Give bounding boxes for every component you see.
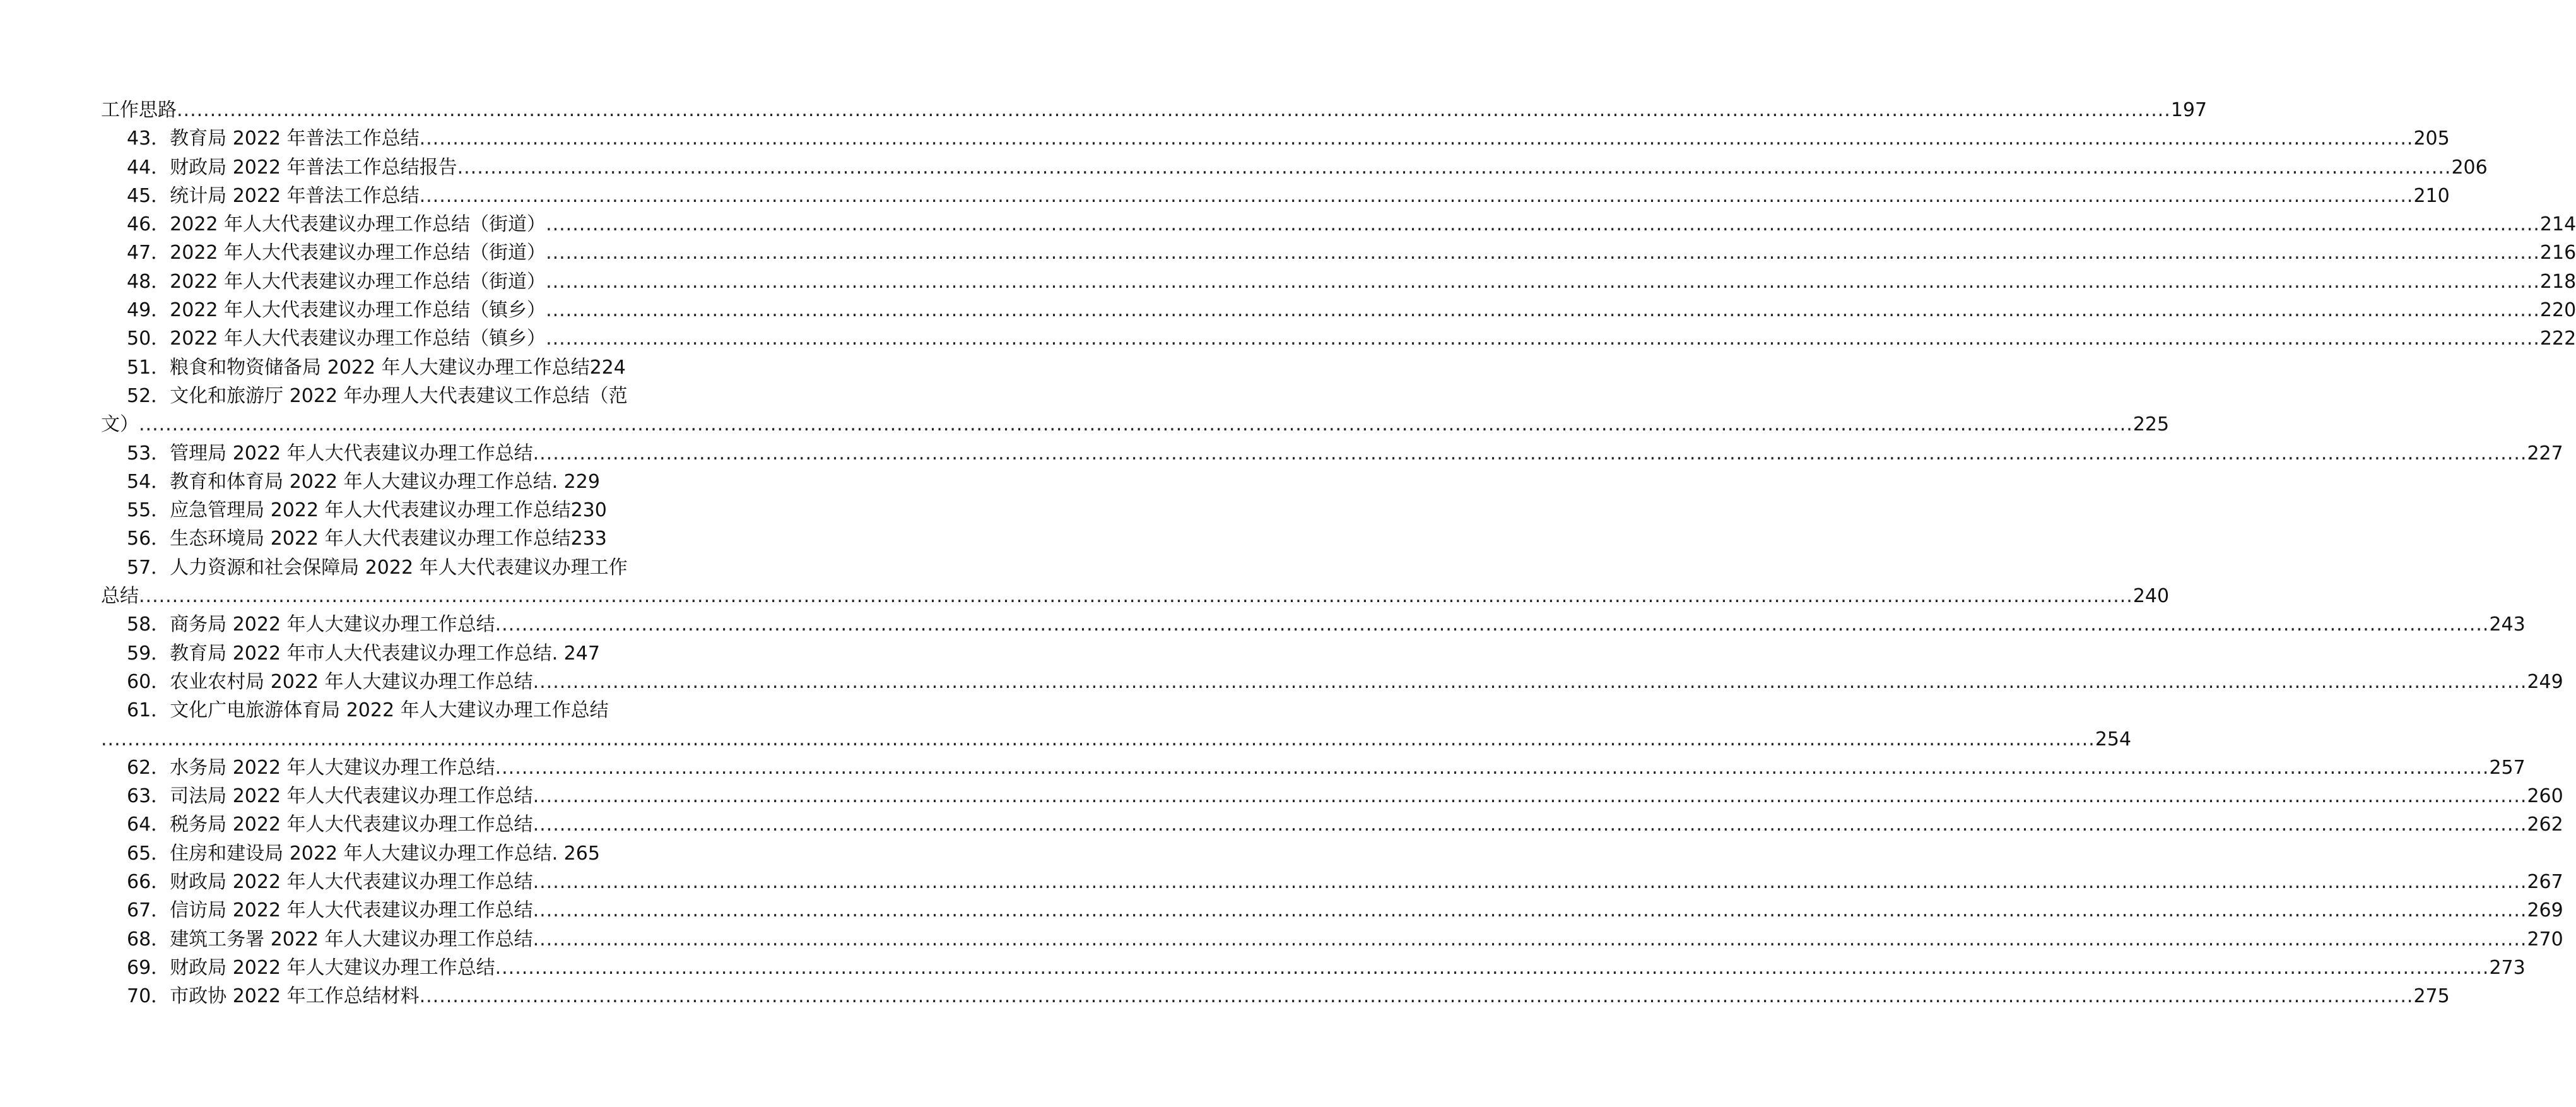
toc-entry[interactable] (101, 496, 691, 524)
toc-entry-title: 45．统计局 2022 年普法工作总结 (127, 184, 420, 207)
toc-entry[interactable] (101, 896, 2563, 925)
toc-entry[interactable] (101, 268, 2576, 296)
toc-entry-title: 64．税务局 2022 年人大代表建议办理工作总结 (127, 814, 533, 836)
toc-page-number: 210 (2413, 184, 2450, 207)
toc-leader-dots: ............................................................................................................................................................................................................................................................................................................ (546, 299, 2540, 322)
toc-page-number: 270 (2527, 928, 2563, 950)
toc-entry[interactable] (101, 868, 2563, 896)
toc-entry[interactable] (101, 239, 2576, 267)
toc-entry-title: 60．农业农村局 2022 年人大建议办理工作总结 (127, 670, 533, 693)
toc-entry[interactable] (101, 210, 2576, 239)
toc-entry[interactable] (101, 353, 691, 382)
toc-leader-dots: ............................................................................................................................................................................................................................................................................................................ (139, 585, 2133, 608)
toc-entry-title: 49．2022 年人大代表建议办理工作总结（镇乡） (127, 299, 546, 322)
toc-leader-dots: ............................................................................................................................................................................................................................................................................................................ (532, 871, 2527, 894)
toc-entry[interactable] (101, 524, 691, 553)
toc-page-number: 262 (2527, 814, 2563, 836)
toc-page-number: 220 (2539, 299, 2576, 322)
toc-entry[interactable] (101, 810, 2563, 839)
toc-entry[interactable] (101, 439, 2563, 468)
toc-entry[interactable] (101, 782, 2563, 810)
toc-leader-dots: ............................................................................................................................................................................................................................................................................................................ (101, 728, 2095, 750)
toc-entry[interactable] (101, 124, 2450, 153)
toc-entry[interactable] (101, 582, 2170, 610)
toc-leader-dots: ............................................................................................................................................................................................................................................................................................................ (495, 613, 2490, 636)
toc-entry[interactable] (101, 696, 691, 725)
toc-entry-title: 55．应急管理局 2022 年人大代表建议办理工作总结230 (127, 499, 607, 522)
toc-leader-dots: ............................................................................................................................................................................................................................................................................................................ (419, 985, 2414, 1008)
toc-leader-dots: ............................................................................................................................................................................................................................................................................................................ (457, 156, 2452, 179)
toc-page-number: 249 (2527, 670, 2563, 693)
toc-page-number: 222 (2539, 328, 2576, 350)
toc-leader-dots: ............................................................................................................................................................................................................................................................................................................ (419, 127, 2414, 150)
toc-entry-title: 61．文化广电旅游体育局 2022 年人大建议办理工作总结 (127, 699, 609, 722)
toc-entry-title: 63．司法局 2022 年人大代表建议办理工作总结 (127, 785, 533, 808)
toc-entry[interactable] (101, 153, 2488, 182)
toc-page-number: 227 (2527, 442, 2563, 465)
toc-entry[interactable] (101, 468, 691, 496)
toc-entry-title: 48．2022 年人大代表建议办理工作总结（街道） (127, 270, 546, 293)
toc-entry[interactable] (101, 639, 691, 668)
toc-page-number: 214 (2539, 213, 2576, 236)
toc-leader-dots: ............................................................................................................................................................................................................................................................................................................ (495, 756, 2490, 779)
toc-page-number: 218 (2539, 270, 2576, 293)
toc-page-number: 257 (2489, 756, 2526, 779)
toc-entry-title: 44．财政局 2022 年普法工作总结报告 (127, 156, 457, 179)
toc-leader-dots: ............................................................................................................................................................................................................................................................................................................ (532, 899, 2527, 922)
toc-leader-dots: ............................................................................................................................................................................................................................................................................................................ (532, 928, 2527, 950)
toc-entry-title: 68．建筑工务署 2022 年人大建议办理工作总结 (127, 928, 533, 950)
toc-page-number: 267 (2527, 871, 2563, 894)
toc-entry-title: 总结 (101, 585, 139, 608)
toc-entry-title: 50．2022 年人大代表建议办理工作总结（镇乡） (127, 328, 546, 350)
toc-page-number: 225 (2132, 413, 2170, 436)
toc-page-number: 269 (2527, 899, 2563, 922)
toc-entry-title: 59．教育局 2022 年市人大代表建议办理工作总结. 247 (127, 642, 600, 665)
toc-entry-title: 53．管理局 2022 年人大代表建议办理工作总结 (127, 442, 533, 465)
toc-leader-dots: ............................................................................................................................................................................................................................................................................................................ (546, 242, 2540, 264)
toc-page-number: 243 (2489, 613, 2526, 636)
toc-entry-title: 工作思路 (101, 99, 177, 121)
toc-entry[interactable] (101, 754, 2526, 782)
toc-entry-title: 58．商务局 2022 年人大建议办理工作总结 (127, 613, 495, 636)
toc-page-number: 205 (2413, 127, 2450, 150)
toc-leader-dots: ............................................................................................................................................................................................................................................................................................................ (532, 670, 2527, 693)
toc-leader-dots: ............................................................................................................................................................................................................................................................................................................ (532, 814, 2527, 836)
toc-entry-title: 70．市政协 2022 年工作总结材料 (127, 985, 420, 1008)
table-of-contents (101, 96, 2576, 1011)
toc-leader-dots: ............................................................................................................................................................................................................................................................................................................ (419, 184, 2414, 207)
toc-entry-title: 47．2022 年人大代表建议办理工作总结（街道） (127, 242, 546, 264)
toc-page-number: 206 (2451, 156, 2488, 179)
toc-entry-title: 67．信访局 2022 年人大代表建议办理工作总结 (127, 899, 533, 922)
toc-leader-dots: ............................................................................................................................................................................................................................................................................................................ (546, 328, 2540, 350)
toc-entry[interactable] (101, 610, 2526, 639)
toc-entry[interactable] (101, 296, 2576, 324)
toc-entry[interactable] (101, 410, 2170, 439)
toc-leader-dots: ............................................................................................................................................................................................................................................................................................................ (546, 270, 2540, 293)
toc-entry-title: 文） (101, 413, 139, 436)
toc-entry[interactable] (101, 96, 2208, 124)
toc-entry[interactable] (101, 324, 2576, 353)
toc-entry-title: 46．2022 年人大代表建议办理工作总结（街道） (127, 213, 546, 236)
toc-entry-title: 52．文化和旅游厅 2022 年办理人大代表建议工作总结（范 (127, 384, 628, 407)
toc-page-number: 275 (2413, 985, 2450, 1008)
toc-entry-title: 54．教育和体育局 2022 年人大建议办理工作总结. 229 (127, 470, 600, 493)
toc-entry[interactable] (101, 668, 2563, 696)
toc-page-number: 273 (2489, 956, 2526, 979)
toc-entry-title: 69．财政局 2022 年人大建议办理工作总结 (127, 956, 495, 979)
toc-page-number: 254 (2095, 728, 2132, 750)
toc-entry-title: 43．教育局 2022 年普法工作总结 (127, 127, 420, 150)
toc-entry[interactable] (101, 925, 2563, 954)
toc-entry[interactable] (101, 554, 691, 582)
toc-leader-dots: ............................................................................................................................................................................................................................................................................................................ (546, 213, 2540, 236)
toc-entry-title: 65．住房和建设局 2022 年人大建议办理工作总结. 265 (127, 842, 600, 865)
toc-entry[interactable] (101, 182, 2450, 210)
toc-leader-dots: ............................................................................................................................................................................................................................................................................................................ (532, 442, 2527, 465)
toc-entry-title: 57．人力资源和社会保障局 2022 年人大代表建议办理工作 (127, 556, 628, 579)
toc-entry-title: 62．水务局 2022 年人大建议办理工作总结 (127, 756, 495, 779)
toc-entry[interactable] (101, 839, 691, 868)
toc-entry-title: 66．财政局 2022 年人大代表建议办理工作总结 (127, 871, 533, 894)
toc-page-number: 240 (2132, 585, 2170, 608)
toc-leader-dots: ............................................................................................................................................................................................................................................................................................................ (532, 785, 2527, 808)
toc-entry[interactable] (101, 982, 2450, 1010)
toc-leader-dots: ............................................................................................................................................................................................................................................................................................................ (177, 99, 2171, 121)
toc-entry[interactable] (101, 725, 2132, 754)
toc-leader-dots: ............................................................................................................................................................................................................................................................................................................ (495, 956, 2490, 979)
toc-entry-title: 56．生态环境局 2022 年人大代表建议办理工作总结233 (127, 528, 607, 550)
toc-page-number: 260 (2527, 785, 2563, 808)
toc-entry-title: 51．粮食和物资储备局 2022 年人大建议办理工作总结224 (127, 356, 626, 379)
toc-page-number: 216 (2539, 242, 2576, 264)
toc-entry[interactable] (101, 954, 2526, 982)
toc-entry[interactable] (101, 382, 691, 410)
toc-page-number: 197 (2170, 99, 2208, 121)
toc-leader-dots: ............................................................................................................................................................................................................................................................................................................ (139, 413, 2133, 436)
